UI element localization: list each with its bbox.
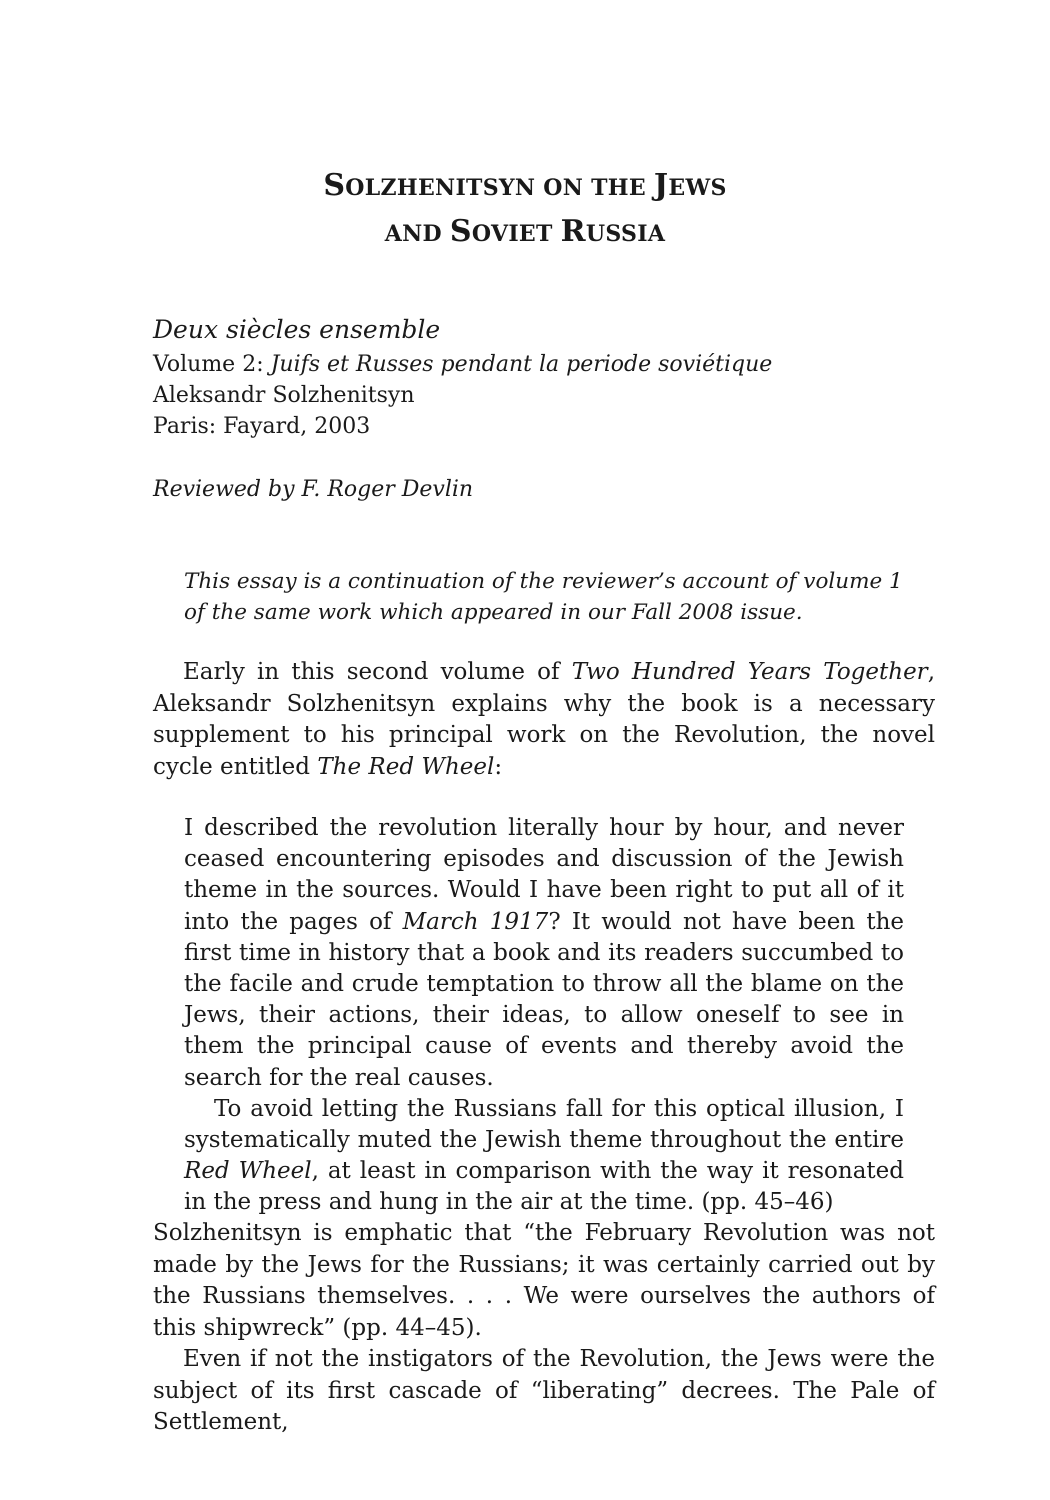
book-publisher: Paris: Fayard, 2003 <box>153 414 371 439</box>
book-series-title: Deux siècles ensemble <box>153 315 441 344</box>
body-paragraph-3: Even if not the instigators of the Revolution, the Jews were the subject of its first cascade of “liberating” decrees. The Pale of Settlement, <box>153 1346 935 1435</box>
article-title-line-2: AND SOVIET RUSSIA <box>384 214 666 249</box>
article-title-line-1: SOLZHENITSYN ON THE JEWS <box>323 168 727 203</box>
block-quote-paragraph-1: I described the revolution literally hour by hour, and never ceased encountering episodes and discussion of the Jewish theme in the sources. Would I have been right to put all of it into the pages of March 1917? It would not have been the first time in history that a book and its readers succumbed to the facile and crude temptation to throw all the blame on the Jews, their actions, their ideas, to allow oneself to see in them the principal cause of events and thereby avoid the search for the real causes. <box>184 815 904 1091</box>
block-quote-paragraph-2: To avoid letting the Russians fall for this optical illusion, I systematically muted the Jewish theme throughout the entire Red Wheel, at least in comparison with the way it resonated in the press and hung in the air at the time. (pp. 45–46) <box>184 1095 904 1216</box>
body-paragraph-2: Solzhenitsyn is emphatic that “the February Revolution was not made by the Jews for the Russians; it was certainly carried out by the Russians themselves. . . . We were ourselves the authors of this shipwreck” (pp. 44–45). <box>153 1220 935 1341</box>
editor-note: This essay is a continuation of the reviewer’s account of volume 1 of the same work which appeared in our Fall 2008 issue. <box>184 569 903 625</box>
reviewer-credit: Reviewed by F. Roger Devlin <box>153 477 474 502</box>
block-quote <box>184 813 904 1219</box>
body-paragraph-1: Early in this second volume of Two Hundred Years Together, Aleksandr Solzhenitsyn explains why the book is a necessary supplement to his principal work on the Revolution, the novel cycle entitled The Red Wheel: <box>153 659 935 780</box>
book-author: Aleksandr Solzhenitsyn <box>153 383 415 408</box>
book-volume: Volume 2: Juifs et Russes pendant la periode soviétique <box>153 352 773 377</box>
